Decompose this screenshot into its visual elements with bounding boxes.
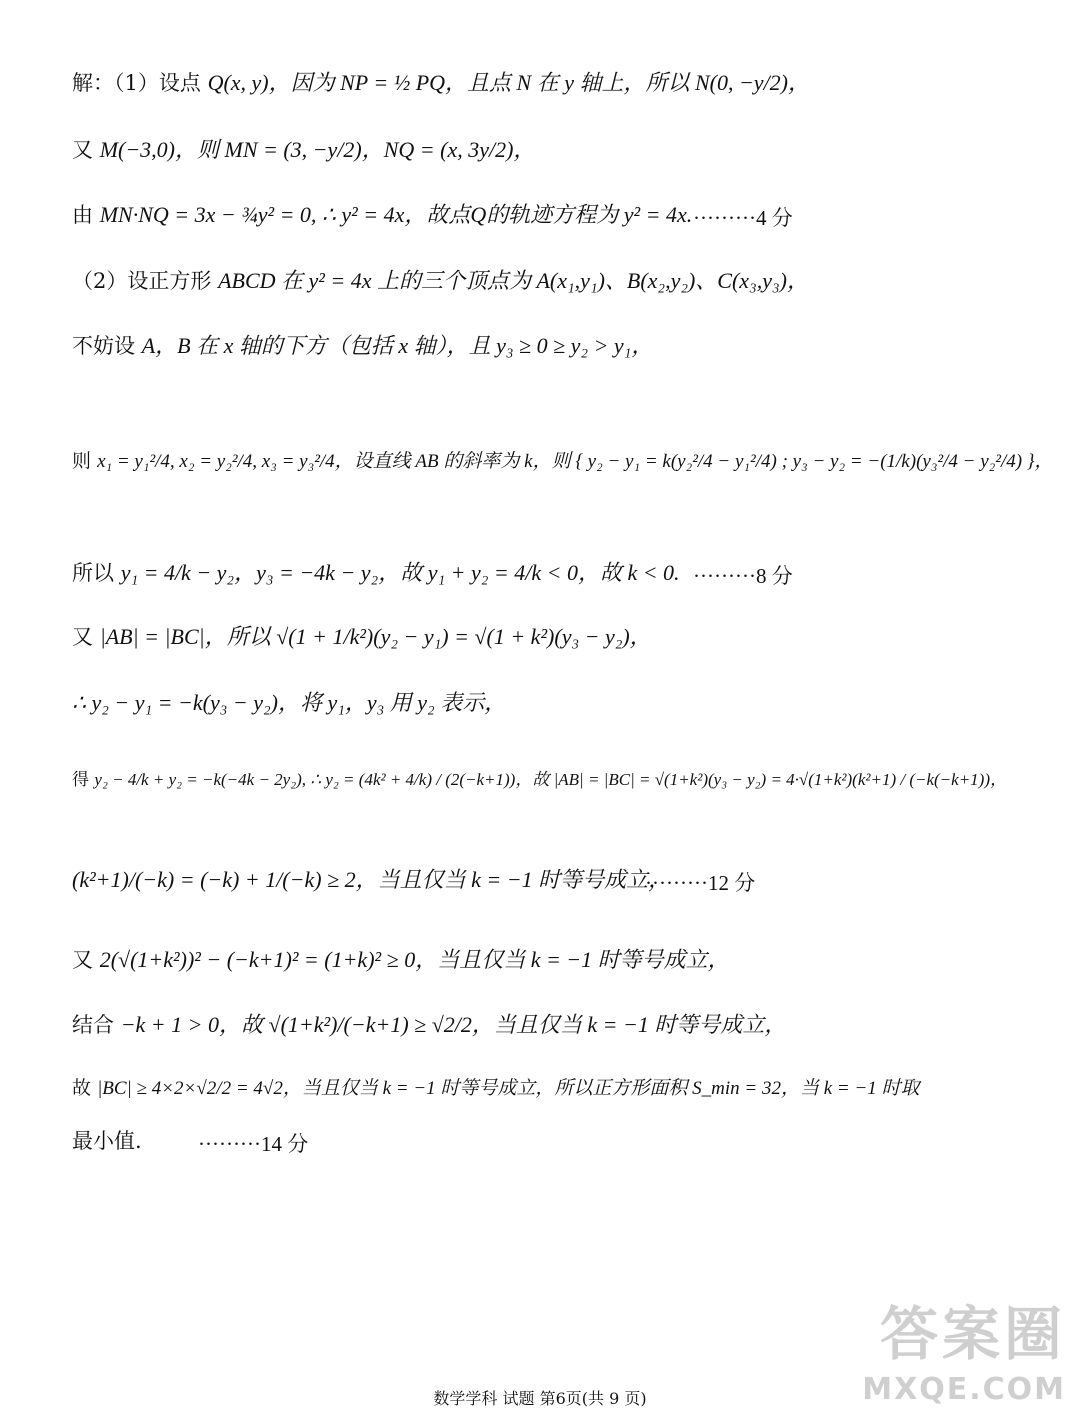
solution-line-5: 不妨设 A，B 在 x 轴的下方（包括 x 轴），且 y₃ ≥ 0 ≥ y₂ > y₁， [72,333,654,358]
score-8: ·········8 分 [693,564,793,588]
solution-line-14: 故 |BC| ≥ 4×2×√2/2 = 4√2，当且仅当 k = −1 时等号成立，所以正方形面积 S_min = 32，当 k = −1 时取 [72,1077,920,1099]
watermark-url: MXQE.COM [862,1372,1066,1407]
solution-line-6: 则 x₁ = y₁²/4, x₂ = y₂²/4, x₃ = y₃²/4，设直线 AB 的斜率为 k，则 { y₂ − y₁ = k(y₂²/4 − y₁²/4) ; y₃ − y₂ = −(1/k)(y₃²/4 − y₂²/4) }， [72,450,1054,472]
solution-line-4: （2）设正方形 ABCD 在 y² = 4x 上的三个顶点为 A(x₁,y₁)、B(x₂,y₂)、C(x₃,y₃)， [72,268,809,293]
solution-line-1: 解：（1）设点 Q(x, y)，因为 NP = ½ PQ，且点 N 在 y 轴上，所以 N(0, −y/2)， [72,70,811,95]
solution-line-13: 结合 −k + 1 > 0，故 √(1+k²)/(−k+1) ≥ √2/2，当且仅当 k = −1 时等号成立， [72,1012,787,1037]
solution-line-3: 由 MN·NQ = 3x − ¾y² = 0, ∴ y² = 4x，故点Q的轨迹方程为 y² = 4x. [72,202,693,227]
solution-line-9: ∴ y₂ − y₁ = −k(y₃ − y₂)，将 y₁，y₃ 用 y₂ 表示， [72,690,507,715]
solution-line-7: 所以 y₁ = 4/k − y₂，y₃ = −4k − y₂，故 y₁ + y₂ = 4/k < 0，故 k < 0. [72,560,680,585]
page-footer: 数学学科 试题 第6页(共 9 页) [433,1389,647,1408]
solution-line-10: 得 y₂ − 4/k + y₂ = −k(−4k − 2y₂), ∴ y₂ = (4k² + 4/k) / (2(−k+1))，故 |AB| = |BC| = √(1+k²)(y₃ − y₂) = 4·√(1+k²)(k²+1) / (−k(−k+1))， [72,770,1007,790]
watermark-logo: 答案圈 [879,1300,1066,1368]
solution-line-2: 又 M(−3,0)，则 MN = (3, −y/2)，NQ = (x, 3y/2)， [72,137,536,162]
solution-line-8: 又 |AB| = |BC|，所以 √(1 + 1/k²)(y₂ − y₁) = √(1 + k²)(y₃ − y₂)， [72,624,652,649]
solution-line-11: (k²+1)/(−k) = (−k) + 1/(−k) ≥ 2，当且仅当 k = −1 时等号成立， [72,867,671,892]
solution-line-15: 最小值. [72,1129,142,1153]
solution-line-12: 又 2(√(1+k²))² − (−k+1)² = (1+k)² ≥ 0，当且仅当 k = −1 时等号成立， [72,947,730,972]
score-14: ·········14 分 [198,1132,309,1156]
score-12: ·········12 分 [645,871,756,895]
score-4: ·········4 分 [693,206,793,230]
